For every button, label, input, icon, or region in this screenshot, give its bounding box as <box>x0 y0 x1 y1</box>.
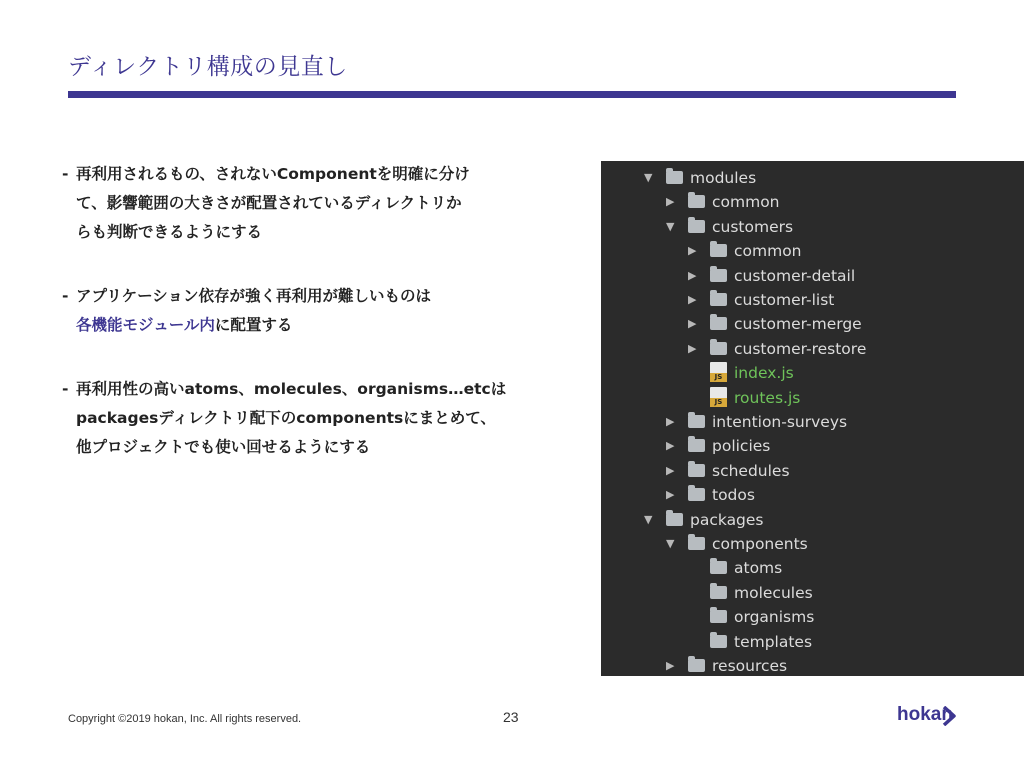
tree-item-label: schedules <box>712 461 790 480</box>
bullet-dash: - <box>62 287 69 305</box>
bullet-line: て、影響範囲の大きさが配置されているディレクトリか <box>76 194 462 212</box>
tree-item-label: packages <box>690 510 764 529</box>
bullet-line-rest: に配置する <box>214 316 293 334</box>
tree-item-customer-detail[interactable] <box>688 264 855 288</box>
folder-icon <box>710 635 727 648</box>
tree-item-label: policies <box>712 437 771 456</box>
triangle-right-icon[interactable]: ▶ <box>688 317 697 331</box>
page-number: 23 <box>503 709 519 725</box>
tree-item-modules[interactable] <box>644 166 756 190</box>
tree-item-label: intention-surveys <box>712 413 848 431</box>
tree-item-label: customer-list <box>734 291 835 309</box>
folder-icon <box>666 513 683 526</box>
js-badge: JS <box>710 398 727 407</box>
tree-item-customers[interactable] <box>666 215 793 239</box>
folder-icon <box>688 659 705 672</box>
directory-tree-panel <box>601 161 1024 676</box>
triangle-down-icon[interactable]: ▼ <box>666 537 675 550</box>
tree-item-customer-merge[interactable] <box>688 312 862 336</box>
tree-item-schedules[interactable] <box>666 459 790 483</box>
folder-icon <box>688 439 705 452</box>
tree-item-label: customers <box>712 217 794 236</box>
bullet-item-2 <box>60 282 600 340</box>
tree-item-organisms[interactable] <box>688 605 814 629</box>
bullet-item-1 <box>60 160 600 247</box>
tree-item-components[interactable] <box>666 532 808 556</box>
tree-item-resources[interactable] <box>666 654 787 676</box>
highlight-text: 各機能モジュール内 <box>76 316 215 334</box>
bullet-line <box>76 311 600 340</box>
folder-icon <box>688 537 705 550</box>
tree-item-atoms[interactable] <box>688 556 782 580</box>
folder-icon <box>688 464 705 477</box>
folder-icon <box>710 586 727 599</box>
folder-icon <box>710 610 727 623</box>
tree-item-customer-restore[interactable] <box>688 337 866 361</box>
tree-item-label: todos <box>712 486 755 505</box>
tree-item-label: molecules <box>734 583 813 602</box>
tree-item-label: modules <box>690 169 757 187</box>
tree-item-todos[interactable] <box>666 483 755 507</box>
logo-chevron-icon <box>942 706 956 726</box>
tree-item-label: common <box>734 242 802 261</box>
bullet-line: 他プロジェクトでも使い回せるようにする <box>76 438 371 456</box>
triangle-right-icon[interactable]: ▶ <box>666 463 675 477</box>
slide-title: ディレクトリ構成の見直し <box>68 54 348 80</box>
folder-icon <box>666 171 683 184</box>
tree-item-common[interactable] <box>688 239 802 263</box>
triangle-right-icon[interactable]: ▶ <box>666 439 675 453</box>
js-file-icon <box>710 362 727 382</box>
folder-icon <box>710 342 727 355</box>
tree-item-label: customer-restore <box>734 339 867 358</box>
tree-item-index-js[interactable] <box>688 361 794 385</box>
tree-item-label: customer-merge <box>734 315 862 334</box>
folder-icon <box>688 415 705 428</box>
triangle-down-icon[interactable]: ▼ <box>644 512 653 526</box>
triangle-right-icon[interactable]: ▶ <box>688 268 697 282</box>
folder-icon <box>710 269 727 282</box>
hokan-logo: hokan <box>897 704 953 725</box>
bullet-dash: - <box>62 380 69 398</box>
folder-icon <box>710 317 727 330</box>
bullet-item-3 <box>60 375 600 462</box>
tree-item-policies[interactable] <box>666 434 770 458</box>
folder-icon <box>688 195 705 208</box>
triangle-right-icon[interactable]: ▶ <box>666 195 675 209</box>
tree-item-label: resources <box>712 657 788 675</box>
triangle-down-icon[interactable]: ▼ <box>666 219 675 233</box>
bullet-list <box>60 160 600 497</box>
folder-icon <box>688 488 705 501</box>
triangle-right-icon[interactable]: ▶ <box>666 488 675 502</box>
tree-item-label: templates <box>734 632 813 651</box>
bullet-line: packagesディレクトリ配下のcomponentsにまとめて、 <box>76 409 496 427</box>
triangle-right-icon[interactable]: ▶ <box>666 415 675 428</box>
tree-item-routes-js[interactable] <box>688 386 800 410</box>
bullet-line: 再利用されるもの、されないComponentを明確に分け <box>76 165 470 183</box>
tree-item-templates[interactable] <box>688 630 812 654</box>
tree-item-label: common <box>712 193 780 212</box>
folder-icon <box>688 220 705 233</box>
js-file-icon <box>710 387 727 407</box>
tree-item-label: index.js <box>734 364 794 383</box>
bullet-dash: - <box>62 165 69 183</box>
tree-item-customer-list[interactable] <box>688 288 834 312</box>
tree-item-common[interactable] <box>666 190 780 214</box>
copyright-text: Copyright ©2019 hokan, Inc. All rights reserved. <box>68 713 302 725</box>
tree-item-label: customer-detail <box>734 266 856 285</box>
tree-item-packages[interactable] <box>644 508 764 532</box>
tree-item-label: routes.js <box>734 388 801 407</box>
folder-icon <box>710 244 727 257</box>
triangle-right-icon[interactable]: ▶ <box>666 659 675 672</box>
tree-item-molecules[interactable] <box>688 581 813 605</box>
tree-item-label: components <box>712 535 808 553</box>
title-underline <box>68 91 956 98</box>
tree-item-intention-surveys[interactable] <box>666 410 847 434</box>
bullet-line: らも判断できるようにする <box>76 223 263 241</box>
bullet-line: 再利用性の高いatoms、molecules、organisms…etcは <box>76 380 507 398</box>
folder-icon <box>710 293 727 306</box>
tree-item-label: atoms <box>734 559 783 578</box>
triangle-right-icon[interactable]: ▶ <box>688 341 697 355</box>
js-badge: JS <box>710 373 727 382</box>
triangle-down-icon[interactable]: ▼ <box>644 171 653 184</box>
triangle-right-icon[interactable]: ▶ <box>688 244 697 258</box>
folder-icon <box>710 561 727 574</box>
triangle-right-icon[interactable]: ▶ <box>688 293 697 306</box>
bullet-line: アプリケーション依存が強く再利用が難しいものは <box>76 287 431 305</box>
tree-item-label: organisms <box>734 608 815 627</box>
